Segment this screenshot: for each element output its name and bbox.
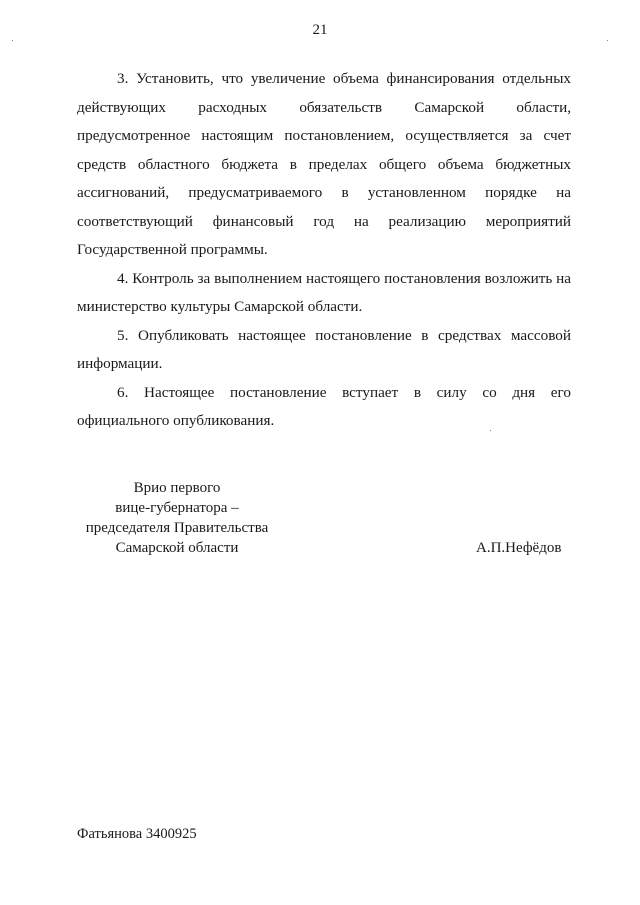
signatory-title-line: Самарской области [115,540,239,556]
scan-speck [607,40,608,41]
scan-speck [12,40,13,41]
signatory-title [77,478,277,558]
paragraph-3: 3. Установить, что увеличение объема финансирования отдельных действующих расходных обязательств Самарской области, предусмотренное настоящим постановлением, осуществляется за счет средств областного бюджета в пределах общего объема бюджетных ассигнований, предусматриваемого в установленном порядке на соответствующий финансовый год на реализацию мероприятий Государственной программы. [77,70,571,258]
page-number: 21 [312,22,328,38]
signatory-title-line: председателя Правительства [85,520,269,536]
document-body [77,65,571,436]
scan-speck [490,430,491,431]
signatory-title-line: вице-губернатора – [115,500,239,516]
paragraph-4: 4. Контроль за выполнением настоящего постановления возложить на министерство культуры Самарской области. [77,269,571,315]
executor-footer: Фатьянова 3400925 [77,826,197,842]
signatory-title-line: Врио первого [133,480,221,496]
paragraph-6: 6. Настоящее постановление вступает в силу со дня его официального опубликования. [77,383,571,429]
paragraph-5: 5. Опубликовать настоящее постановление в средствах массовой информации. [77,326,571,372]
signatory-name: А.П.Нефёдов [476,540,562,556]
